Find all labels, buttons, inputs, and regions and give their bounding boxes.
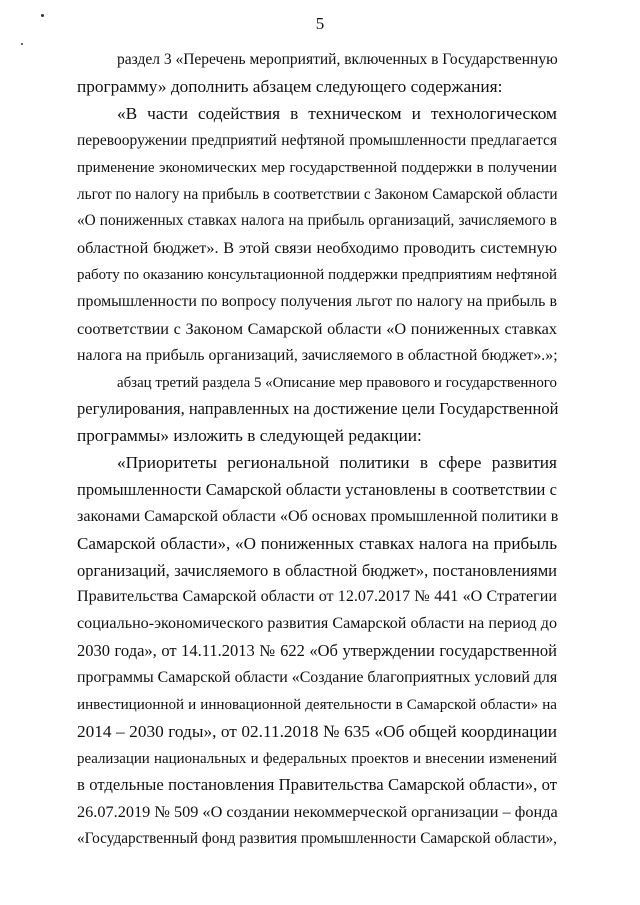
paragraph-2-line-1: «В части содействия в техническом и технологическом xyxy=(117,104,557,123)
paragraph-4-line-8: 2030 года», от 14.11.2013 № 622 «Об утверждении государственной xyxy=(77,641,557,660)
page-number: 5 xyxy=(315,14,325,33)
paragraph-2-line-7: работу по оказанию консультационной поддержки предприятиям нефтяной xyxy=(77,267,557,283)
paragraph-4-line-7: социально-экономического развития Самарской области на период до xyxy=(77,615,557,632)
paragraph-4-line-1: «Приоритеты региональной политики в сфере развития xyxy=(117,453,557,472)
paragraph-2-line-8: промышленности по вопросу получения льгот по налогу на прибыль в xyxy=(77,293,557,310)
paragraph-1-line-1: раздел 3 «Перечень мероприятий, включенных в Государственную xyxy=(117,51,558,68)
paragraph-2-line-9: соответствии с Законом Самарской области «О пониженных ставках xyxy=(77,319,557,338)
paragraph-3-line-2: регулирования, направленных на достижение цели Государственной xyxy=(77,399,559,418)
paragraph-4-line-3: законами Самарской области «Об основах промышленной политики в xyxy=(77,508,559,525)
paragraph-4-line-4: Самарской области», «О пониженных ставках налога на прибыль xyxy=(77,534,557,553)
paragraph-4-line-5: организаций, зачисляемого в областной бюджет», постановлениями xyxy=(77,561,557,580)
paragraph-4-line-2: промышленности Самарской области установлены в соответствии с xyxy=(77,480,557,499)
paragraph-3-line-3: программы» изложить в следующей редакции: xyxy=(77,426,422,445)
paragraph-2-line-4: льгот по налогу на прибыль в соответствии с Законом Самарской области xyxy=(77,186,558,203)
paragraph-4-line-11: 2014 – 2030 годы», от 02.11.2018 № 635 «Об общей координации xyxy=(77,722,557,741)
paragraph-3-line-1: абзац третий раздела 5 «Описание мер правового и государственного xyxy=(117,375,557,391)
paragraph-2-line-5: «О пониженных ставках налога на прибыль организаций, зачисляемого в xyxy=(77,212,557,229)
paragraph-4-line-13: в отдельные постановления Правительства Самарской области», от xyxy=(77,775,557,794)
paragraph-2-line-6: областной бюджет». В этой связи необходимо проводить системную xyxy=(77,238,557,257)
paragraph-4-line-12: реализации национальных и федеральных проектов и внесении изменений xyxy=(77,751,557,767)
paragraph-2-line-10: налога на прибыль организаций, зачисляемого в областной бюджет».»; xyxy=(77,347,558,364)
paragraph-4-line-15: «Государственный фонд развития промышленности Самарской области», xyxy=(77,830,557,847)
scan-speck xyxy=(21,43,23,45)
paragraph-4-line-10: инвестиционной и инновационной деятельности в Самарской области» на xyxy=(77,697,557,713)
paragraph-2-line-2: перевооружении предприятий нефтяной промышленности предлагается xyxy=(77,132,557,149)
paragraph-4-line-6: Правительства Самарской области от 12.07.2017 № 441 «О Стратегии xyxy=(77,588,557,605)
paragraph-4-line-14: 26.07.2019 № 509 «О создании некоммерческой организации – фонда xyxy=(77,802,558,821)
paragraph-2-line-3: применение экономических мер государственной поддержки в получении xyxy=(77,160,557,176)
paragraph-4-line-9: программы Самарской области «Создание благоприятных условий для xyxy=(77,669,558,686)
paragraph-1-line-2: программу» дополнить абзацем следующего содержания: xyxy=(77,77,503,96)
